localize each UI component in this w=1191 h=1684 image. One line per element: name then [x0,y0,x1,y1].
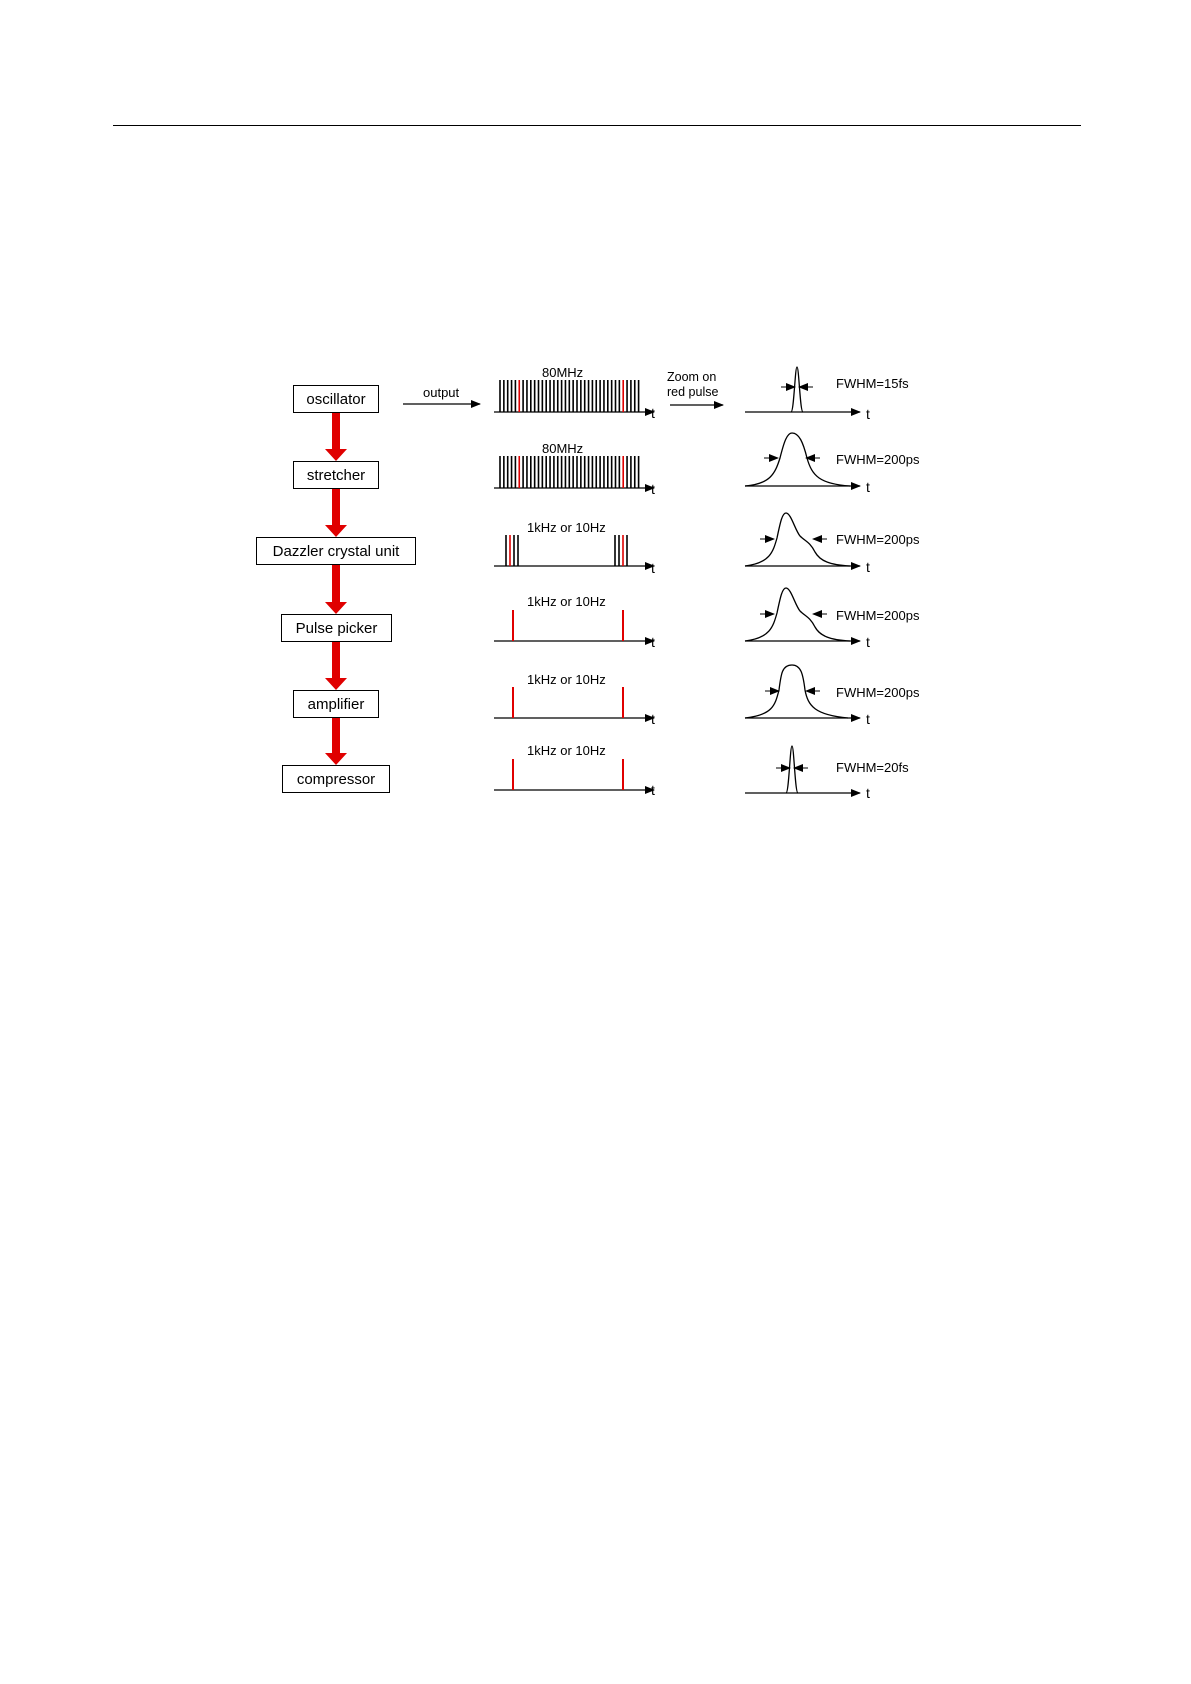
rate-label-stretcher: 80MHz [542,441,584,456]
rate-label-oscillator: 80MHz [542,365,584,380]
zoomed-pulse-curve [791,367,803,412]
train-axis-label-dazzler: t [651,560,655,576]
rate-label-dazzler: 1kHz or 10Hz [527,520,606,535]
stage-box-dazzler: Dazzler crystal unit [256,537,416,565]
red-down-arrow [325,718,347,765]
zoomed-pulse-curve [745,433,850,486]
train-axis-label-stretcher: t [651,481,655,497]
stage-box-stretcher: stretcher [293,461,379,489]
pulse-axis-label-amplifier: t [866,711,870,727]
pulse-axis-label-dazzler: t [866,559,870,575]
zoomed-pulse-curve [786,746,798,793]
stage-box-amplifier: amplifier [293,690,379,718]
fwhm-label-oscillator: FWHM=15fs [836,376,909,391]
pulse-axis-label-oscillator: t [866,406,870,422]
red-down-arrow [325,413,347,461]
train-axis-label-oscillator: t [651,405,655,421]
zoom-label-line2: red pulse [667,385,719,399]
fwhm-label-compressor: FWHM=20fs [836,760,909,775]
red-down-arrow [325,642,347,690]
fwhm-label-amplifier: FWHM=200ps [836,685,920,700]
red-down-arrow [325,489,347,537]
train-axis-label-compressor: t [651,782,655,798]
rate-label-amplifier: 1kHz or 10Hz [527,672,606,687]
stage-box-compressor: compressor [282,765,390,793]
fwhm-label-pulse-picker: FWHM=200ps [836,608,920,623]
zoomed-pulse-curve [745,665,848,718]
zoom-label-line1: Zoom on [667,370,717,384]
rate-label-compressor: 1kHz or 10Hz [527,743,606,758]
pulse-axis-label-stretcher: t [866,479,870,495]
pulse-axis-label-pulse-picker: t [866,634,870,650]
rate-label-pulse-picker: 1kHz or 10Hz [527,594,606,609]
fwhm-label-dazzler: FWHM=200ps [836,532,920,547]
fwhm-label-stretcher: FWHM=200ps [836,452,920,467]
output-label: output [423,385,460,400]
stage-box-pulse-picker: Pulse picker [281,614,392,642]
stage-box-oscillator: oscillator [293,385,379,413]
train-axis-label-pulse-picker: t [651,634,655,650]
train-axis-label-amplifier: t [651,711,655,727]
pulse-axis-label-compressor: t [866,785,870,801]
red-down-arrow [325,565,347,614]
